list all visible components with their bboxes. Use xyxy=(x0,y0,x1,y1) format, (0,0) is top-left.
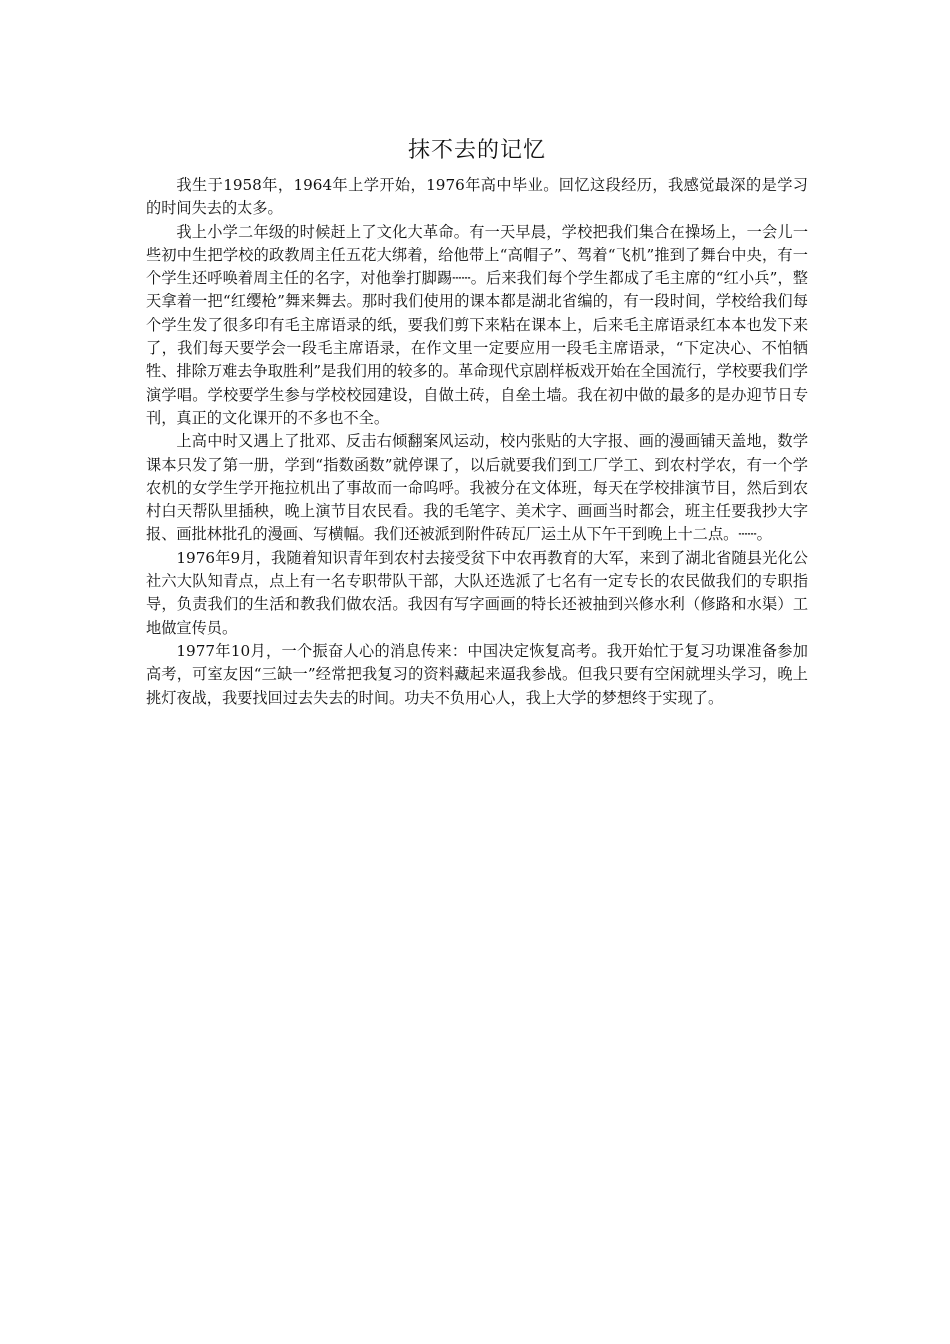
paragraph-3: 上高中时又遇上了批邓、反击右倾翻案风运动，校内张贴的大字报、画的漫画铺天盖地，数学课本只发了第一册，学到“指数函数”就停课了，以后就要我们到工厂学工、到农村学农，有一个学农机的女学生学开拖拉机出了事故而一命呜呼。我被分在文体班，每天在学校排演节目，然后到农村白天帮队里插秧，晚上演节目农民看。我的毛笔字、美术字、画画当时都会，班主任要我抄大字报、画批林批孔的漫画、写横幅。我们还被派到附件砖瓦厂运土从下午干到晚上十二点。┄┄。 xyxy=(146,432,808,544)
document-title: 抹不去的记忆 xyxy=(407,138,546,163)
document-page xyxy=(146,134,808,710)
paragraph-2: 我上小学二年级的时候赶上了文化大革命。有一天早晨，学校把我们集合在操场上，一会儿一些初中生把学校的政教周主任五花大绑着，给他带上“高帽子”、驾着“飞机”推到了舞台中央，有一个学生还呼唤着周主任的名字，对他拳打脚踢┄┄。后来我们每个学生都成了毛主席的“红小兵”，整天拿着一把“红缨枪”舞来舞去。那时我们使用的课本都是湖北省编的，有一段时间，学校给我们每个学生发了很多印有毛主席语录的纸，要我们剪下来粘在课本上，后来毛主席语录红本本也发下来了，我们每天要学会一段毛主席语录，在作文里一定要应用一段毛主席语录，“下定决心、不怕牺牲、排除万难去争取胜利”是我们用的较多的。革命现代京剧样板戏开始在全国流行，学校要我们学演学唱。学校要学生参与学校校园建设，自做土砖，自垒土墙。我在初中做的最多的是办迎节日专刊，真正的文化课开的不多也不全。 xyxy=(146,222,808,427)
paragraph-1: 我生于1958年，1964年上学开始，1976年高中毕业。回忆这段经历，我感觉最深的是学习的时间失去的太多。 xyxy=(146,176,808,218)
paragraph-4: 1976年9月，我随着知识青年到农村去接受贫下中农再教育的大军，来到了湖北省随县光化公社六大队知青点，点上有一名专职带队干部，大队还选派了七名有一定专长的农民做我们的专职指导，负责我们的生活和教我们做农活。我因有写字画画的特长还被抽到兴修水利（修路和水渠）工地做宣传员。 xyxy=(146,548,808,637)
paragraph-5: 1977年10月，一个振奋人心的消息传来：中国决定恢复高考。我开始忙于复习功课准备参加高考，可室友因“三缺一”经常把我复习的资料藏起来逼我参战。但我只要有空闲就埋头学习，晚上挑灯夜战，我要找回过去失去的时间。功夫不负用心人，我上大学的梦想终于实现了。 xyxy=(146,641,808,707)
